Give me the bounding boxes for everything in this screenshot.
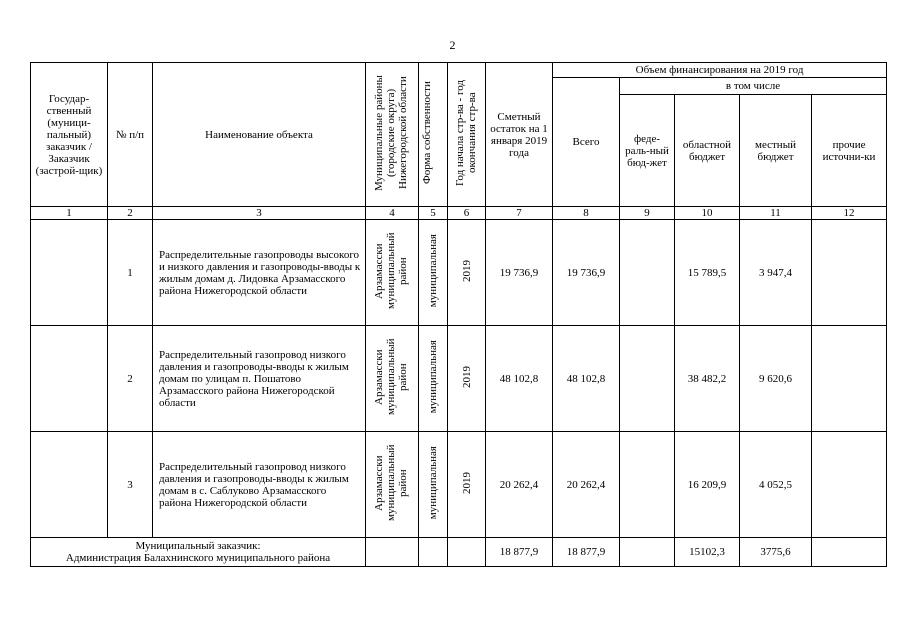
header-customer: Государ-ственный (муници-пальный) заказчик / Заказчик (застрой-щик) bbox=[31, 63, 108, 207]
column-number: 10 bbox=[675, 207, 740, 220]
column-number: 2 bbox=[108, 207, 153, 220]
other-cell bbox=[812, 326, 887, 432]
table-row bbox=[31, 432, 887, 538]
local-cell: 4 052,5 bbox=[740, 432, 812, 538]
footer-balance: 18 877,9 bbox=[486, 538, 553, 567]
footer-row bbox=[31, 538, 887, 567]
column-number: 5 bbox=[419, 207, 448, 220]
header-ownership: Форма собственности bbox=[419, 63, 448, 207]
empty-cell bbox=[448, 538, 486, 567]
header-balance: Сметный остаток на 1 января 2019 года bbox=[486, 63, 553, 207]
district-cell: Арзамасски муниципальный район bbox=[366, 432, 419, 538]
header-regional: областной бюджет bbox=[675, 95, 740, 207]
district-cell: Арзамасски муниципальный район bbox=[366, 326, 419, 432]
federal-cell bbox=[620, 326, 675, 432]
other-cell bbox=[812, 220, 887, 326]
regional-cell: 15 789,5 bbox=[675, 220, 740, 326]
total-cell: 19 736,9 bbox=[553, 220, 620, 326]
funding-table bbox=[30, 62, 887, 567]
local-cell: 9 620,6 bbox=[740, 326, 812, 432]
column-number: 4 bbox=[366, 207, 419, 220]
object-name: Распределительные газопроводы высокого и низкого давления и газопроводы-вводы к жилым домам д. Лидовка Арзамасского района Нижегородской области bbox=[153, 220, 366, 326]
header-including: в том числе bbox=[620, 78, 887, 95]
footer-regional: 15102,3 bbox=[675, 538, 740, 567]
column-number: 6 bbox=[448, 207, 486, 220]
municipal-customer-label bbox=[31, 538, 366, 567]
footer-label-line1: Муниципальный заказчик: bbox=[135, 540, 261, 552]
year-cell: 2019 bbox=[448, 220, 486, 326]
empty-cell bbox=[366, 538, 419, 567]
header-federal: феде-раль-ный бюд-жет bbox=[620, 95, 675, 207]
header-years: Год начала стр-ва - год окончания стр-ва bbox=[448, 63, 486, 207]
row-number: 3 bbox=[108, 432, 153, 538]
column-number: 8 bbox=[553, 207, 620, 220]
regional-cell: 16 209,9 bbox=[675, 432, 740, 538]
empty-cell bbox=[419, 538, 448, 567]
row-number: 2 bbox=[108, 326, 153, 432]
empty-cell bbox=[620, 538, 675, 567]
column-number: 3 bbox=[153, 207, 366, 220]
customer-cell bbox=[31, 432, 108, 538]
row-number: 1 bbox=[108, 220, 153, 326]
header-index: № п/п bbox=[108, 63, 153, 207]
total-cell: 48 102,8 bbox=[553, 326, 620, 432]
footer-total: 18 877,9 bbox=[553, 538, 620, 567]
column-number: 11 bbox=[740, 207, 812, 220]
ownership-cell: муниципальная bbox=[419, 220, 448, 326]
local-cell: 3 947,4 bbox=[740, 220, 812, 326]
header-other: прочие источни-ки bbox=[812, 95, 887, 207]
header-local: местный бюджет bbox=[740, 95, 812, 207]
regional-cell: 38 482,2 bbox=[675, 326, 740, 432]
column-number: 9 bbox=[620, 207, 675, 220]
column-number: 12 bbox=[812, 207, 887, 220]
balance-cell: 48 102,8 bbox=[486, 326, 553, 432]
page-number: 2 bbox=[449, 38, 456, 52]
table-row bbox=[31, 326, 887, 432]
header-total: Всего bbox=[553, 78, 620, 207]
column-number: 7 bbox=[486, 207, 553, 220]
year-cell: 2019 bbox=[448, 432, 486, 538]
year-cell: 2019 bbox=[448, 326, 486, 432]
district-cell: Арзамасски муниципальный район bbox=[366, 220, 419, 326]
footer-label-line2: Администрация Балахнинского муниципального района bbox=[65, 552, 331, 564]
table-row bbox=[31, 220, 887, 326]
balance-cell: 20 262,4 bbox=[486, 432, 553, 538]
federal-cell bbox=[620, 220, 675, 326]
ownership-cell: муниципальная bbox=[419, 432, 448, 538]
federal-cell bbox=[620, 432, 675, 538]
header-object-name: Наименование объекта bbox=[153, 63, 366, 207]
empty-cell bbox=[812, 538, 887, 567]
header-district: Муниципальные районы (городские округа) Нижегородской области bbox=[366, 63, 419, 207]
object-name: Распределительный газопровод низкого давления и газопроводы-вводы к жилым домам в с. Саблуково Арзамасского района Нижегородской области bbox=[153, 432, 366, 538]
object-name: Распределительный газопровод низкого давления и газопроводы-вводы к жилым домам по улицам п. Пошатово Арзамасского района Нижегородской области bbox=[153, 326, 366, 432]
balance-cell: 19 736,9 bbox=[486, 220, 553, 326]
header-funding: Объем финансирования на 2019 год bbox=[553, 63, 887, 78]
customer-cell bbox=[31, 326, 108, 432]
ownership-cell: муниципальная bbox=[419, 326, 448, 432]
column-number: 1 bbox=[31, 207, 108, 220]
footer-local: 3775,6 bbox=[740, 538, 812, 567]
total-cell: 20 262,4 bbox=[553, 432, 620, 538]
other-cell bbox=[812, 432, 887, 538]
customer-cell bbox=[31, 220, 108, 326]
